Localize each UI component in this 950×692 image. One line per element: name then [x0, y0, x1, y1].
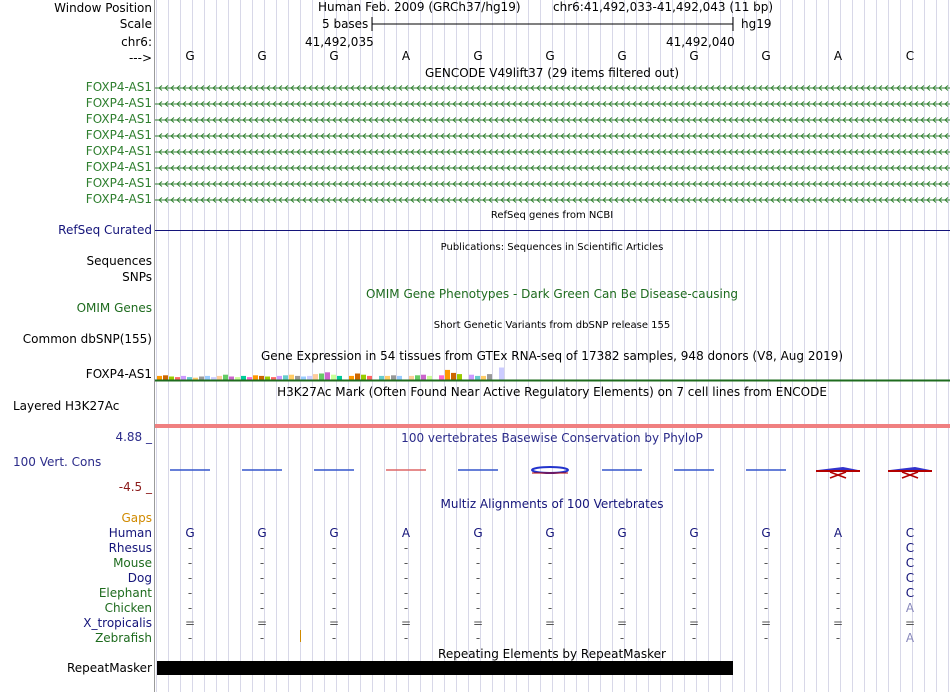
- phylop-max-label: 4.88 _: [115, 430, 152, 444]
- alignment-base: -: [475, 586, 481, 600]
- alignment-base: -: [619, 571, 625, 585]
- gtex-tissue-bar[interactable]: [211, 377, 216, 379]
- species-label[interactable]: Rhesus: [108, 541, 152, 555]
- alignment-base: -: [259, 586, 265, 600]
- gtex-tissue-bar[interactable]: [307, 376, 312, 380]
- alignment-base: =: [256, 616, 268, 630]
- alignment-base: G: [257, 526, 267, 540]
- multiz-title: Multiz Alignments of 100 Vertebrates: [440, 497, 664, 511]
- sequence-base: G: [329, 49, 339, 63]
- gtex-tissue-bar[interactable]: [223, 375, 228, 380]
- alignment-base: -: [619, 541, 625, 555]
- alignment-base: A: [905, 631, 915, 645]
- alignment-base: C: [905, 556, 915, 570]
- alignment-base: -: [187, 601, 193, 615]
- alignment-base: -: [331, 601, 337, 615]
- alignment-base: A: [905, 601, 915, 615]
- chrom-label: chr6:: [121, 35, 152, 49]
- alignment-base: G: [185, 526, 195, 540]
- sequence-base: A: [401, 49, 411, 63]
- gtex-tissue-bar[interactable]: [475, 376, 480, 380]
- gtex-tissue-bar[interactable]: [271, 377, 276, 379]
- alignment-base: -: [331, 631, 337, 645]
- alignment-base: =: [688, 616, 700, 630]
- alignment-base: G: [761, 526, 771, 540]
- phylop-bar[interactable]: [818, 467, 858, 470]
- gtex-tissue-bar[interactable]: [253, 375, 258, 379]
- alignment-base: -: [475, 541, 481, 555]
- refseq-title: RefSeq genes from NCBI: [490, 210, 614, 221]
- gtex-tissue-bar[interactable]: [337, 376, 342, 380]
- alignment-base: =: [616, 616, 628, 630]
- alignment-base: -: [691, 601, 697, 615]
- alignment-base: -: [259, 556, 265, 570]
- alignment-base: -: [403, 631, 409, 645]
- alignment-base: -: [475, 571, 481, 585]
- gtex-tissue-bar[interactable]: [451, 373, 456, 380]
- alignment-base: -: [547, 601, 553, 615]
- gtex-tissue-bar[interactable]: [169, 377, 174, 380]
- gencode-features[interactable]: [155, 80, 950, 210]
- phylop-track-label[interactable]: 100 Vert. Cons: [13, 455, 102, 469]
- gtex-tissue-bar[interactable]: [445, 370, 450, 380]
- sequence-base: G: [185, 49, 195, 63]
- alignment-base: A: [401, 526, 411, 540]
- window-position-label: Window Position: [54, 1, 152, 15]
- alignment-base: -: [403, 541, 409, 555]
- coord-left: 41,492,035: [305, 35, 374, 49]
- gtex-tissue-bar[interactable]: [481, 376, 486, 380]
- repeatmasker-track-label[interactable]: RepeatMasker: [66, 661, 152, 675]
- phylop-bar[interactable]: [890, 467, 930, 470]
- gencode-item-label[interactable]: FOXP4-AS1: [85, 176, 152, 190]
- gencode-title: GENCODE V49lift37 (29 items filtered out): [424, 66, 680, 80]
- phylop-bar[interactable]: [532, 467, 568, 473]
- sequence-base: G: [473, 49, 483, 63]
- scale-text: 5 bases: [322, 17, 369, 31]
- sequence-base: G: [617, 49, 627, 63]
- alignment-base: -: [763, 571, 769, 585]
- track-label-column: [0, 0, 155, 692]
- alignment-base: C: [905, 541, 915, 555]
- gtex-tissue-bar[interactable]: [187, 377, 192, 379]
- species-label[interactable]: Mouse: [113, 556, 152, 570]
- track-image-area[interactable]: [155, 0, 950, 692]
- gtex-tissue-bar[interactable]: [379, 376, 384, 380]
- coord-right: 41,492,040: [666, 35, 735, 49]
- alignment-base: G: [329, 526, 339, 540]
- alignment-base: C: [905, 526, 915, 540]
- gtex-tissue-bar[interactable]: [409, 376, 414, 380]
- h3k27ac-track-label[interactable]: Layered H3K27Ac: [13, 399, 120, 413]
- gencode-item-label[interactable]: FOXP4-AS1: [85, 144, 152, 158]
- phylop-title: 100 vertebrates Basewise Conservation by PhyloP: [401, 431, 703, 445]
- alignment-base: =: [400, 616, 412, 630]
- alignment-base: G: [689, 526, 699, 540]
- gtex-tissue-bar[interactable]: [193, 378, 198, 380]
- omim-title: OMIM Gene Phenotypes - Dark Green Can Be Disease-causing: [365, 287, 739, 301]
- alignment-base: -: [331, 541, 337, 555]
- gtex-tissue-bar[interactable]: [361, 375, 366, 380]
- dbsnp-title: Short Genetic Variants from dbSNP release 155: [433, 320, 671, 331]
- species-label[interactable]: Zebrafish: [95, 631, 152, 645]
- gencode-item-label[interactable]: FOXP4-AS1: [85, 160, 152, 174]
- h3k27ac-signal[interactable]: [155, 424, 950, 428]
- alignment-base: -: [403, 601, 409, 615]
- gtex-tissue-bar[interactable]: [265, 377, 270, 380]
- alignment-base: -: [619, 586, 625, 600]
- alignment-base: -: [403, 586, 409, 600]
- publications-title: Publications: Sequences in Scientific Articles: [440, 242, 664, 253]
- alignment-base: -: [691, 571, 697, 585]
- alignment-base: -: [403, 571, 409, 585]
- alignment-base: -: [187, 586, 193, 600]
- alignment-base: -: [835, 601, 841, 615]
- species-label[interactable]: Elephant: [98, 586, 152, 600]
- gtex-tissue-bar[interactable]: [181, 376, 186, 380]
- gtex-tissue-bar[interactable]: [205, 376, 210, 380]
- alignment-base: -: [691, 586, 697, 600]
- assembly-text: Human Feb. 2009 (GRCh37/hg19): [318, 0, 521, 14]
- gtex-tissue-bar[interactable]: [499, 368, 504, 380]
- alignment-base: -: [763, 631, 769, 645]
- alignment-base: -: [763, 586, 769, 600]
- scale-label: Scale: [119, 17, 152, 31]
- alignment-base: -: [331, 556, 337, 570]
- alignment-base: -: [835, 541, 841, 555]
- gtex-tissue-bar[interactable]: [319, 374, 324, 380]
- alignment-base: -: [331, 571, 337, 585]
- species-label[interactable]: Chicken: [104, 601, 152, 615]
- phylop-signal[interactable]: [155, 460, 950, 482]
- gtex-tissue-bar[interactable]: [325, 372, 330, 379]
- gtex-tissue-bar[interactable]: [247, 377, 252, 379]
- gtex-tissue-bar[interactable]: [421, 375, 426, 380]
- alignment-base: -: [691, 631, 697, 645]
- alignment-base: -: [187, 631, 193, 645]
- gtex-tissue-bar[interactable]: [229, 377, 234, 380]
- gtex-tissue-bar[interactable]: [397, 376, 402, 380]
- alignment-base: C: [905, 586, 915, 600]
- alignment-base: =: [472, 616, 484, 630]
- alignment-base: =: [544, 616, 556, 630]
- alignment-base: -: [187, 541, 193, 555]
- gtex-tissue-bar[interactable]: [241, 376, 246, 380]
- alignment-base: -: [475, 601, 481, 615]
- alignment-base: -: [835, 556, 841, 570]
- alignment-base: =: [184, 616, 196, 630]
- gencode-item-label[interactable]: FOXP4-AS1: [85, 80, 152, 94]
- gtex-tissue-bar[interactable]: [469, 375, 474, 380]
- alignment-base: -: [691, 541, 697, 555]
- alignment-base: -: [619, 601, 625, 615]
- gtex-bar-chart[interactable]: [155, 366, 950, 382]
- gtex-tissue-bar[interactable]: [391, 375, 396, 379]
- scale-bar: [365, 14, 745, 34]
- gtex-tissue-bar[interactable]: [439, 375, 444, 379]
- alignment-base: =: [904, 616, 916, 630]
- gtex-tissue-bar[interactable]: [235, 377, 240, 379]
- alignment-base: -: [547, 631, 553, 645]
- gtex-title: Gene Expression in 54 tissues from GTEx RNA-seq of 17382 samples, 948 donors (V8, Aug 2019): [260, 349, 844, 363]
- gtex-tissue-bar[interactable]: [295, 376, 300, 380]
- alignment-base: -: [331, 586, 337, 600]
- scale-assembly: hg19: [741, 17, 772, 31]
- alignment-base: -: [763, 541, 769, 555]
- gtex-tissue-bar[interactable]: [385, 376, 390, 380]
- alignment-base: -: [547, 541, 553, 555]
- strand-label: --->: [128, 51, 152, 65]
- gtex-tissue-bar[interactable]: [199, 377, 204, 380]
- sequence-base: G: [545, 49, 555, 63]
- gencode-item-label[interactable]: FOXP4-AS1: [85, 192, 152, 206]
- alignment-base: G: [473, 526, 483, 540]
- alignment-base: -: [259, 571, 265, 585]
- refseq-track-label[interactable]: RefSeq Curated: [58, 223, 152, 237]
- alignment-base: -: [403, 556, 409, 570]
- gtex-tissue-bar[interactable]: [277, 376, 282, 380]
- alignment-base: -: [259, 601, 265, 615]
- gencode-item-label[interactable]: FOXP4-AS1: [85, 128, 152, 142]
- alignment-base: -: [835, 586, 841, 600]
- gaps-track-label[interactable]: Gaps: [121, 511, 152, 525]
- gencode-item-label[interactable]: FOXP4-AS1: [85, 112, 152, 126]
- sequence-base: G: [689, 49, 699, 63]
- alignment-base: -: [259, 541, 265, 555]
- sequence-base: G: [761, 49, 771, 63]
- gtex-track-label[interactable]: FOXP4-AS1: [85, 367, 152, 381]
- gtex-tissue-bar[interactable]: [427, 376, 432, 380]
- alignment-base: C: [905, 571, 915, 585]
- alignment-base: G: [545, 526, 555, 540]
- snps-track-label[interactable]: SNPs: [122, 270, 152, 284]
- alignment-base: -: [475, 631, 481, 645]
- gtex-tissue-bar[interactable]: [487, 374, 492, 379]
- gtex-tissue-bar[interactable]: [259, 376, 264, 380]
- gtex-tissue-bar[interactable]: [349, 376, 354, 380]
- alignment-base: =: [760, 616, 772, 630]
- alignment-base: -: [259, 631, 265, 645]
- alignment-base: -: [763, 601, 769, 615]
- alignment-base: -: [835, 571, 841, 585]
- alignment-base: -: [835, 631, 841, 645]
- alignment-base: -: [475, 556, 481, 570]
- gtex-tissue-bar[interactable]: [331, 375, 336, 380]
- gtex-tissue-bar[interactable]: [415, 375, 420, 379]
- gtex-tissue-bar[interactable]: [355, 374, 360, 380]
- h3k27ac-title: H3K27Ac Mark (Often Found Near Active Regulatory Elements) on 7 cell lines from ENCODE: [277, 385, 827, 399]
- sequence-base: C: [905, 49, 915, 63]
- gtex-tissue-bar[interactable]: [283, 375, 288, 379]
- species-label[interactable]: Dog: [127, 571, 152, 585]
- gtex-tissue-bar[interactable]: [301, 377, 306, 380]
- sequence-base: A: [833, 49, 843, 63]
- refseq-feature-line[interactable]: [155, 230, 950, 231]
- alignment-base: -: [187, 571, 193, 585]
- gencode-item-label[interactable]: FOXP4-AS1: [85, 96, 152, 110]
- gtex-tissue-bar[interactable]: [313, 374, 318, 379]
- repeatmasker-element[interactable]: [157, 661, 733, 675]
- dbsnp-track-label[interactable]: Common dbSNP(155): [22, 332, 152, 346]
- zebrafish-gap-marker: [300, 630, 301, 642]
- alignment-base: G: [617, 526, 627, 540]
- alignment-base: -: [187, 556, 193, 570]
- alignment-base: -: [691, 556, 697, 570]
- sequence-base: G: [257, 49, 267, 63]
- position-text: chr6:41,492,033-41,492,043 (11 bp): [553, 0, 774, 14]
- alignment-base: -: [547, 571, 553, 585]
- phylop-min-label: -4.5 _: [118, 480, 152, 494]
- species-label[interactable]: X_tropicalis: [83, 616, 152, 630]
- repeatmasker-title: Repeating Elements by RepeatMasker: [438, 647, 666, 661]
- alignment-base: -: [763, 556, 769, 570]
- alignment-base: =: [328, 616, 340, 630]
- alignment-base: -: [547, 586, 553, 600]
- alignment-base: -: [547, 556, 553, 570]
- alignment-base: =: [832, 616, 844, 630]
- alignment-base: A: [833, 526, 843, 540]
- species-label[interactable]: Human: [108, 526, 152, 540]
- gtex-tissue-bar[interactable]: [163, 375, 168, 379]
- gtex-tissue-bar[interactable]: [157, 376, 162, 380]
- omim-track-label[interactable]: OMIM Genes: [76, 301, 152, 315]
- gtex-tissue-bar[interactable]: [175, 377, 180, 379]
- gtex-tissue-bar[interactable]: [217, 376, 222, 380]
- alignment-base: -: [619, 631, 625, 645]
- gtex-tissue-bar[interactable]: [367, 376, 372, 380]
- gtex-tissue-bar[interactable]: [457, 374, 462, 379]
- alignment-base: -: [619, 556, 625, 570]
- gtex-tissue-bar[interactable]: [289, 375, 294, 380]
- sequences-track-label[interactable]: Sequences: [86, 254, 152, 268]
